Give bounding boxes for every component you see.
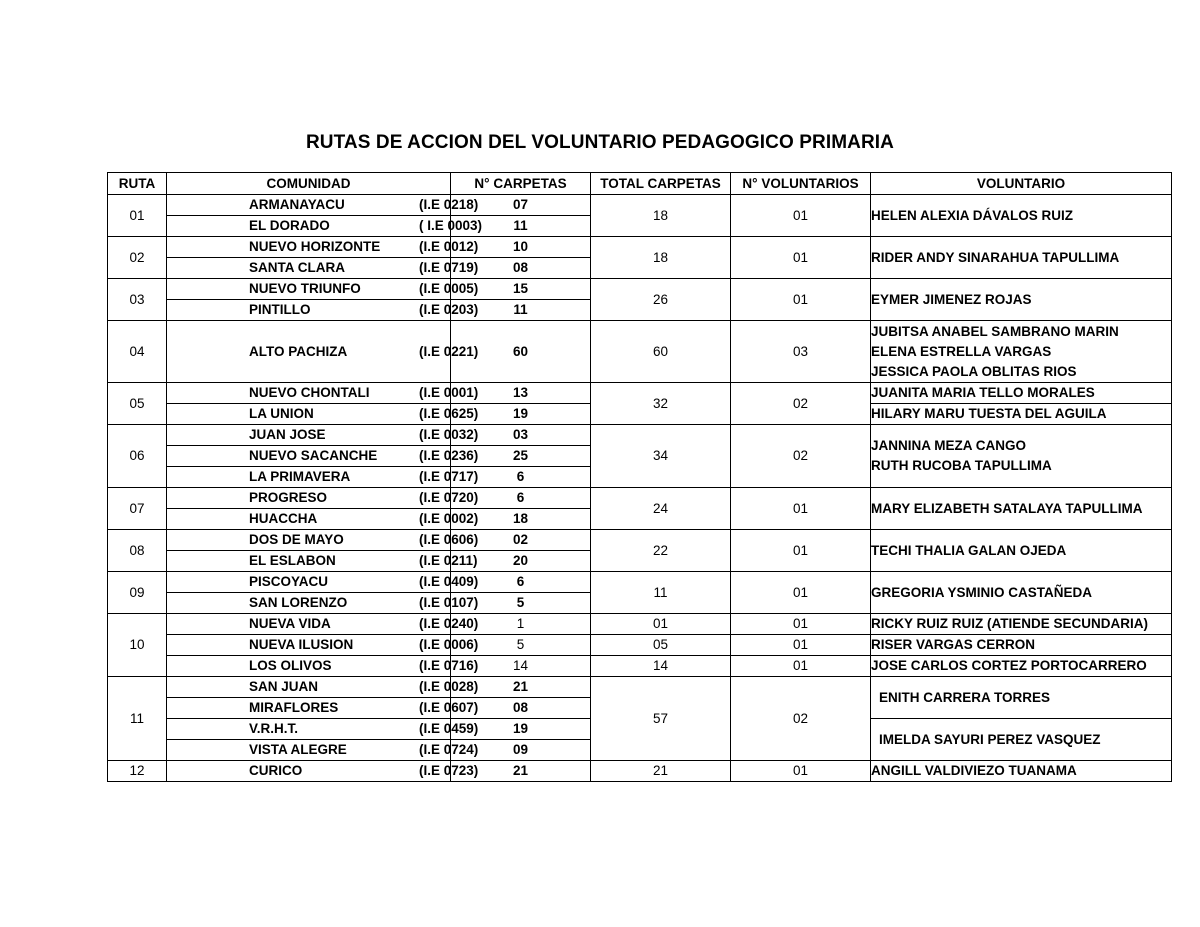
community-cell: [167, 719, 479, 740]
total-carpetas: 32: [591, 383, 731, 425]
community-ie-code: ( I.E 0003): [419, 218, 483, 233]
community-name: SAN JUAN: [249, 679, 319, 694]
volunteer-name: IMELDA SAYURI PEREZ VASQUEZ: [871, 718, 1171, 760]
carpetas-count: 5: [451, 593, 591, 614]
volunteer-cell: [871, 488, 1172, 530]
community-name: VISTA ALEGRE: [249, 742, 347, 757]
community-cell: [167, 425, 479, 446]
community-cell: [167, 488, 479, 509]
community-cell: [167, 572, 479, 593]
volunteer-count: 03: [731, 321, 871, 383]
table-row: [108, 321, 1172, 383]
route-number: 02: [108, 237, 167, 279]
community-ie-code: (I.E 0218): [419, 197, 479, 212]
community-ie-code: (I.E 0606): [419, 532, 479, 547]
volunteer-cell: [871, 761, 1172, 782]
volunteer-name: RUTH RUCOBA TAPULLIMA: [871, 458, 1052, 473]
volunteer-count: 01: [731, 530, 871, 572]
volunteer-name: RISER VARGAS CERRON: [871, 635, 1172, 656]
community-cell: [167, 279, 479, 300]
route-number: 10: [108, 614, 167, 677]
volunteer-cell: [871, 425, 1172, 488]
volunteer-name: JESSICA PAOLA OBLITAS RIOS: [871, 363, 1077, 379]
volunteer-name: JANNINA MEZA CANGO: [871, 438, 1026, 453]
route-number: 06: [108, 425, 167, 488]
header-voluntario: VOLUNTARIO: [871, 173, 1172, 195]
carpetas-count: 21: [451, 761, 591, 782]
carpetas-count: 19: [451, 719, 591, 740]
carpetas-count: 18: [451, 509, 591, 530]
community-ie-code: (I.E 0716): [419, 658, 479, 673]
volunteer-name: ANGILL VALDIVIEZO TUANAMA: [871, 763, 1077, 778]
community-cell: [167, 740, 479, 761]
route-number: 12: [108, 761, 167, 782]
community-name: V.R.H.T.: [249, 721, 299, 736]
total-carpetas: 26: [591, 279, 731, 321]
community-cell: [167, 383, 479, 404]
volunteer-name: HELEN ALEXIA DÁVALOS RUIZ: [871, 207, 1074, 223]
table-row: [108, 656, 1172, 677]
carpetas-count: 07: [451, 195, 591, 216]
total-carpetas: 57: [591, 677, 731, 761]
community-ie-code: (I.E 0607): [419, 700, 479, 715]
community-name: SAN LORENZO: [249, 595, 348, 610]
table-row: [108, 195, 1172, 216]
volunteer-name: TECHI THALIA GALAN OJEDA: [871, 542, 1067, 558]
carpetas-count: 09: [451, 740, 591, 761]
total-carpetas: 34: [591, 425, 731, 488]
volunteer-count: 01: [731, 656, 871, 677]
community-name: LA PRIMAVERA: [249, 469, 351, 484]
carpetas-count: 15: [451, 279, 591, 300]
community-ie-code: (I.E 0028): [419, 679, 479, 694]
carpetas-count: 02: [451, 530, 591, 551]
carpetas-count: 5: [451, 635, 591, 656]
community-ie-code: (I.E 0107): [419, 595, 479, 610]
volunteer-name: JUANITA MARIA TELLO MORALES: [871, 383, 1172, 404]
volunteer-count: 01: [731, 488, 871, 530]
community-name: MIRAFLORES: [249, 700, 339, 715]
community-name: NUEVO TRIUNFO: [249, 281, 361, 296]
volunteer-count: 01: [731, 237, 871, 279]
community-name: NUEVO CHONTALI: [249, 385, 370, 400]
volunteer-cell: [871, 530, 1172, 572]
total-carpetas: 21: [591, 761, 731, 782]
community-cell: [167, 258, 479, 279]
route-number: 04: [108, 321, 167, 383]
community-cell: [167, 404, 479, 425]
carpetas-count: 60: [451, 321, 591, 383]
carpetas-count: 6: [451, 488, 591, 509]
volunteer-count: 01: [731, 761, 871, 782]
community-name: CURICO: [249, 763, 303, 778]
route-number: 09: [108, 572, 167, 614]
community-ie-code: (I.E 0203): [419, 302, 479, 317]
volunteer-count: 01: [731, 635, 871, 656]
volunteer-count: 01: [731, 195, 871, 237]
total-carpetas: 24: [591, 488, 731, 530]
community-cell: [167, 614, 479, 635]
community-ie-code: (I.E 0006): [419, 637, 479, 652]
community-ie-code: (I.E 0719): [419, 260, 479, 275]
community-name: LOS OLIVOS: [249, 658, 332, 673]
community-cell: [167, 467, 479, 488]
carpetas-count: 20: [451, 551, 591, 572]
table-row: [108, 677, 1172, 698]
header-carpetas: N° CARPETAS: [451, 173, 591, 195]
community-cell: [167, 593, 479, 614]
volunteer-name: JUBITSA ANABEL SAMBRANO MARIN: [871, 323, 1119, 339]
community-name: EL ESLABON: [249, 553, 336, 568]
volunteer-name: EYMER JIMENEZ ROJAS: [871, 291, 1032, 307]
community-name: NUEVO HORIZONTE: [249, 239, 381, 254]
volunteer-name: HILARY MARU TUESTA DEL AGUILA: [871, 404, 1172, 425]
community-name: JUAN JOSE: [249, 427, 326, 442]
volunteer-name: MARY ELIZABETH SATALAYA TAPULLIMA: [871, 500, 1143, 516]
table-row: [108, 488, 1172, 509]
community-ie-code: (I.E 0459): [419, 721, 479, 736]
community-name: ALTO PACHIZA: [249, 343, 348, 359]
community-name: LA UNION: [249, 406, 314, 421]
community-ie-code: (I.E 0723): [419, 763, 479, 778]
community-name: NUEVO SACANCHE: [249, 448, 378, 463]
community-name: PROGRESO: [249, 490, 328, 505]
table-row: [108, 383, 1172, 404]
carpetas-count: 08: [451, 258, 591, 279]
community-name: ARMANAYACU: [249, 197, 345, 212]
volunteer-cell: [871, 321, 1172, 383]
community-cell: [167, 509, 479, 530]
header-n-voluntarios: N° VOLUNTARIOS: [731, 173, 871, 195]
carpetas-count: 03: [451, 425, 591, 446]
total-carpetas: 60: [591, 321, 731, 383]
community-cell: [167, 698, 479, 719]
community-cell: [167, 635, 479, 656]
carpetas-count: 21: [451, 677, 591, 698]
total-carpetas: 01: [591, 614, 731, 635]
header-comunidad: COMUNIDAD: [167, 173, 451, 195]
volunteer-count: 01: [731, 279, 871, 321]
volunteer-count: 02: [731, 383, 871, 425]
community-ie-code: (I.E 0221): [419, 343, 479, 359]
community-cell: [167, 446, 479, 467]
volunteer-name: JOSE CARLOS CORTEZ PORTOCARRERO: [871, 656, 1172, 677]
community-ie-code: (I.E 0625): [419, 406, 479, 421]
table-row: [108, 761, 1172, 782]
table-row: [108, 279, 1172, 300]
community-name: NUEVA VIDA: [249, 616, 331, 631]
total-carpetas: 18: [591, 237, 731, 279]
route-number: 08: [108, 530, 167, 572]
community-cell: [167, 216, 483, 237]
routes-table: [107, 172, 1172, 782]
community-ie-code: (I.E 0001): [419, 385, 479, 400]
carpetas-count: 1: [451, 614, 591, 635]
carpetas-count: 6: [451, 467, 591, 488]
volunteer-count: 02: [731, 425, 871, 488]
community-name: PINTILLO: [249, 302, 311, 317]
table-row: [108, 237, 1172, 258]
carpetas-count: 10: [451, 237, 591, 258]
volunteer-count: 02: [731, 677, 871, 761]
community-ie-code: (I.E 0720): [419, 490, 479, 505]
route-number: 11: [108, 677, 167, 761]
community-cell: [167, 321, 479, 383]
community-ie-code: (I.E 0717): [419, 469, 479, 484]
volunteer-cell: [871, 279, 1172, 321]
table-header-row: [108, 173, 1172, 195]
table-row: [108, 425, 1172, 446]
header-ruta: RUTA: [108, 173, 167, 195]
community-ie-code: (I.E 0240): [419, 616, 479, 631]
community-ie-code: (I.E 0005): [419, 281, 479, 296]
community-name: NUEVA ILUSION: [249, 637, 354, 652]
volunteer-cell: [871, 237, 1172, 279]
table-row: [108, 614, 1172, 635]
community-ie-code: (I.E 0002): [419, 511, 479, 526]
table-row: [108, 572, 1172, 593]
carpetas-count: 19: [451, 404, 591, 425]
volunteer-cell: [871, 677, 1172, 761]
table-row: [108, 530, 1172, 551]
volunteer-name: GREGORIA YSMINIO CASTAÑEDA: [871, 584, 1093, 600]
page-title: RUTAS DE ACCION DEL VOLUNTARIO PEDAGOGICO PRIMARIA: [305, 132, 895, 153]
carpetas-count: 13: [451, 383, 591, 404]
community-name: EL DORADO: [249, 218, 330, 233]
table-row: [108, 635, 1172, 656]
routes-body: [108, 195, 1172, 782]
header-total-carpetas: TOTAL CARPETAS: [591, 173, 731, 195]
route-number: 03: [108, 279, 167, 321]
total-carpetas: 18: [591, 195, 731, 237]
carpetas-count: 11: [451, 300, 591, 321]
volunteer-name: ENITH CARRERA TORRES: [879, 690, 1051, 705]
community-cell: [167, 530, 479, 551]
community-name: DOS DE MAYO: [249, 532, 344, 547]
total-carpetas: 05: [591, 635, 731, 656]
volunteer-name: RIDER ANDY SINARAHUA TAPULLIMA: [871, 249, 1120, 265]
community-cell: [167, 761, 479, 782]
total-carpetas: 11: [591, 572, 731, 614]
community-cell: [167, 677, 479, 698]
community-ie-code: (I.E 0409): [419, 574, 479, 589]
community-ie-code: (I.E 0012): [419, 239, 479, 254]
total-carpetas: 14: [591, 656, 731, 677]
route-number: 01: [108, 195, 167, 237]
volunteer-cell: [871, 572, 1172, 614]
volunteer-count: 01: [731, 614, 871, 635]
community-cell: [167, 551, 478, 572]
community-cell: [167, 300, 479, 321]
volunteer-name: RICKY RUIZ RUIZ (ATIENDE SECUNDARIA): [871, 614, 1172, 635]
carpetas-count: 25: [451, 446, 591, 467]
volunteer-cell: [871, 195, 1172, 237]
community-name: PISCOYACU: [249, 574, 329, 589]
community-name: SANTA CLARA: [249, 260, 345, 275]
community-ie-code: (I.E 0724): [419, 742, 479, 757]
community-cell: [167, 656, 479, 677]
route-number: 07: [108, 488, 167, 530]
carpetas-count: 11: [451, 216, 591, 237]
carpetas-count: 14: [451, 656, 591, 677]
community-cell: [167, 237, 479, 258]
community-cell: [167, 195, 479, 216]
community-ie-code: (I.E 0032): [419, 427, 479, 442]
community-ie-code: (I.E 0211): [419, 553, 478, 568]
total-carpetas: 22: [591, 530, 731, 572]
volunteer-count: 01: [731, 572, 871, 614]
carpetas-count: 6: [451, 572, 591, 593]
volunteer-name: ELENA ESTRELLA VARGAS: [871, 343, 1052, 359]
community-name: HUACCHA: [249, 511, 318, 526]
route-number: 05: [108, 383, 167, 425]
community-ie-code: (I.E 0236): [419, 448, 479, 463]
carpetas-count: 08: [451, 698, 591, 719]
